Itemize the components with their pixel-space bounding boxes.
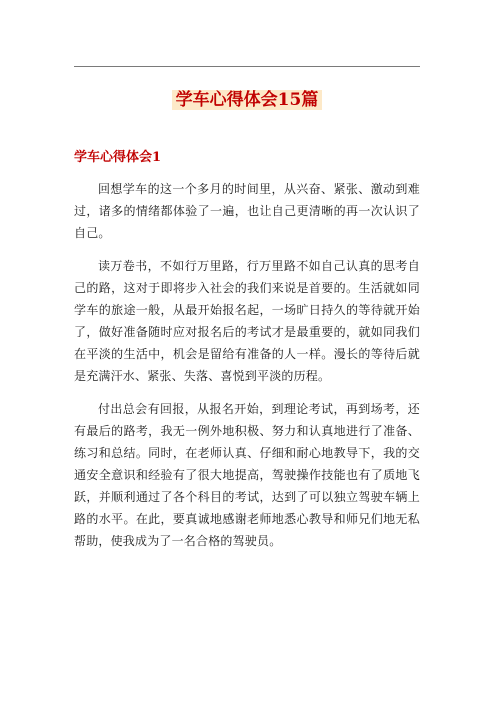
- document-title-text: 学车心得体会15篇: [172, 90, 323, 110]
- paragraph-1: 回想学车的这一个多月的时间里，从兴奋、紧张、激动到难过，诸多的情绪都体验了一遍，也让自己更清晰的再一次认识了自己。: [74, 182, 420, 240]
- document-title: [74, 87, 420, 113]
- paragraph-3: 付出总会有回报，从报名开始，到理论考试，再到场考，还有最后的路考，我无一例外地积极、努力和认真地进行了准备、练习和总结。同时，在老师认真、仔细和耐心地教导下，我的交通安全意识和经验有了很大地提高，驾驶操作技能也有了质地飞跃，并顺利通过了各个科目的考试，达到了可以独立驾驶车辆上路的水平。在此，要真诚地感谢老师地悉心教导和师兄们地无私帮助，使我成为了一名合格的驾驶员。: [74, 402, 420, 548]
- paragraph-2: 读万卷书，不如行万里路，行万里路不如自己认真的思考自己的路，这对于即将步入社会的我们来说是首要的。生活就如同学车的旅途一般，从最开始报名起，一场旷日持久的等待就开始了，做好准备随时应对报名后的考试才是最重要的，就如同我们在平淡的生活中，机会是留给有准备的人一样。漫长的等待后就是充满汗水、紧张、失落、喜悦到平淡的历程。: [74, 259, 420, 383]
- section-heading: 学车心得体会1: [74, 150, 162, 165]
- header-rule: [74, 66, 420, 67]
- document-body: [74, 178, 420, 563]
